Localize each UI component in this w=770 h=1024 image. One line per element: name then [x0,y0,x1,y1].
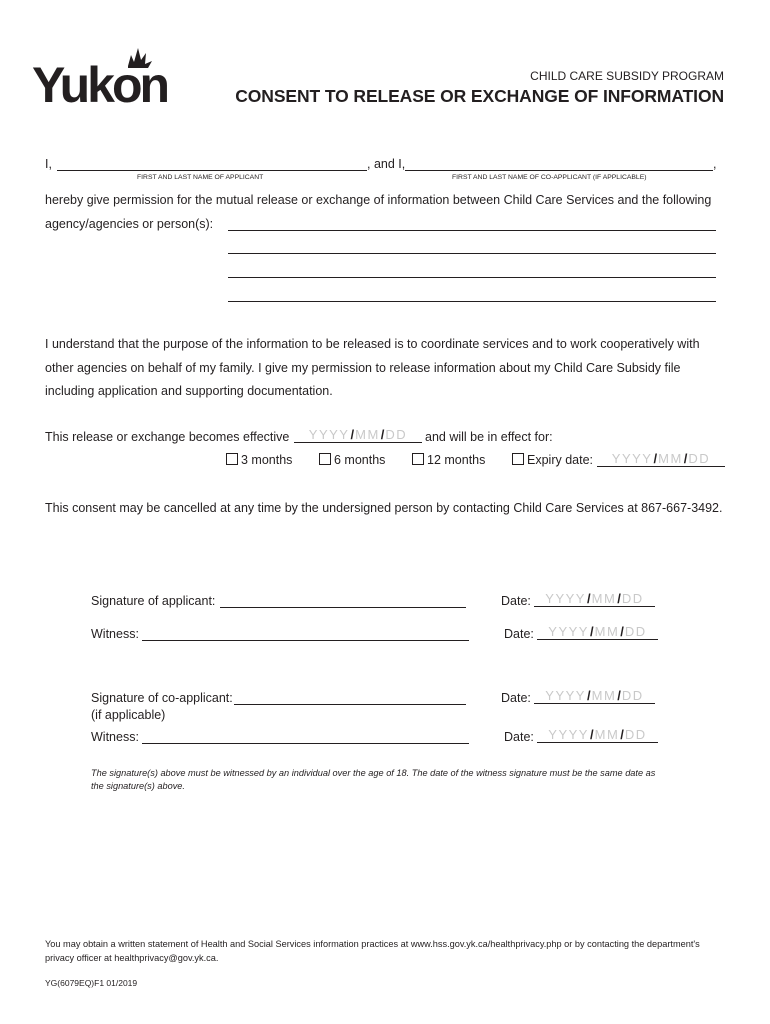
agency-line-1[interactable] [228,230,716,231]
option-3-months[interactable]: 3 months [226,453,292,467]
if-applicable-label: (if applicable) [91,708,166,722]
applicant-caption: FIRST AND LAST NAME OF APPLICANT [137,174,264,181]
logo-wordmark: Yukon [32,57,168,106]
witness-2-date-label: Date: [504,730,534,744]
witness-1-date-field[interactable]: YYYY / MM / DD [537,623,658,640]
coapplicant-date-field[interactable]: YYYY / MM / DD [534,687,655,704]
effective-suffix: and will be in effect for: [425,430,553,444]
witness-2-signature-field[interactable] [142,743,469,744]
applicant-signature-field[interactable] [220,607,466,608]
option-12-months[interactable]: 12 months [412,453,485,467]
checkbox-3-months[interactable] [226,453,238,465]
yukon-logo [32,44,172,106]
option-expiry-date[interactable]: Expiry date: [512,453,593,467]
applicant-date-label: Date: [501,594,531,608]
witness-2-date-field[interactable]: YYYY / MM / DD [537,726,658,743]
understand-line-3: including application and supporting documentation. [45,384,333,398]
checkbox-expiry-date[interactable] [512,453,524,465]
applicant-date-field[interactable]: YYYY / MM / DD [534,590,655,607]
checkbox-12-months[interactable] [412,453,424,465]
witness-1-signature-field[interactable] [142,640,469,641]
privacy-statement: You may obtain a written statement of Health and Social Services information practices at www.hss.gov.yk.ca/healthprivacy.php or by contacting the department's privacy officer at healthprivacy@gov.yk.ca. [45,939,700,963]
applicant-suffix: , [713,157,717,171]
coapplicant-signature-field[interactable] [234,704,466,705]
coapplicant-signature-label: Signature of co-applicant: [91,691,233,705]
agency-line-2[interactable] [228,253,716,254]
coapplicant-name-field[interactable] [405,170,713,171]
witness-1-date-label: Date: [504,627,534,641]
coapplicant-caption: FIRST AND LAST NAME OF CO-APPLICANT (IF APPLICABLE) [452,174,647,181]
expiry-date-field[interactable]: YYYY / MM / DD [597,450,725,467]
applicant-joiner: , and I, [367,157,406,171]
yukon-logo-graphic [32,44,172,106]
option-6-months[interactable]: 6 months [319,453,385,467]
permission-text: hereby give permission for the mutual release or exchange of information between Child Care Services and the following [45,193,712,207]
witness-note: The signature(s) above must be witnessed by an individual over the age of 18. The date of the witness signature must be the same date as the signature(s) above. [91,768,656,791]
page-title: CONSENT TO RELEASE OR EXCHANGE OF INFORMATION [235,86,724,106]
applicant-name-field[interactable] [57,170,367,171]
program-name: CHILD CARE SUBSIDY PROGRAM [530,69,724,83]
agency-line-4[interactable] [228,301,716,302]
form-code: YG(6079EQ)F1 01/2019 [45,978,138,988]
understand-line-2: other agencies on behalf of my family. I give my permission to release information about my Child Care Subsidy file [45,361,681,375]
applicant-signature-label: Signature of applicant: [91,594,216,608]
applicant-prefix: I, [45,157,52,171]
agency-line-3[interactable] [228,277,716,278]
agency-label: agency/agencies or person(s): [45,217,214,231]
checkbox-6-months[interactable] [319,453,331,465]
witness-2-label: Witness: [91,730,139,744]
effective-prefix: This release or exchange becomes effective [45,430,290,444]
coapplicant-date-label: Date: [501,691,531,705]
understand-line-1: I understand that the purpose of the information to be released is to coordinate services and to work cooperatively with [45,337,700,351]
effective-date-field[interactable]: YYYY / MM / DD [294,426,422,443]
cancel-notice: This consent may be cancelled at any time by the undersigned person by contacting Child Care Services at 867-667-3492. [45,501,723,515]
witness-1-label: Witness: [91,627,139,641]
